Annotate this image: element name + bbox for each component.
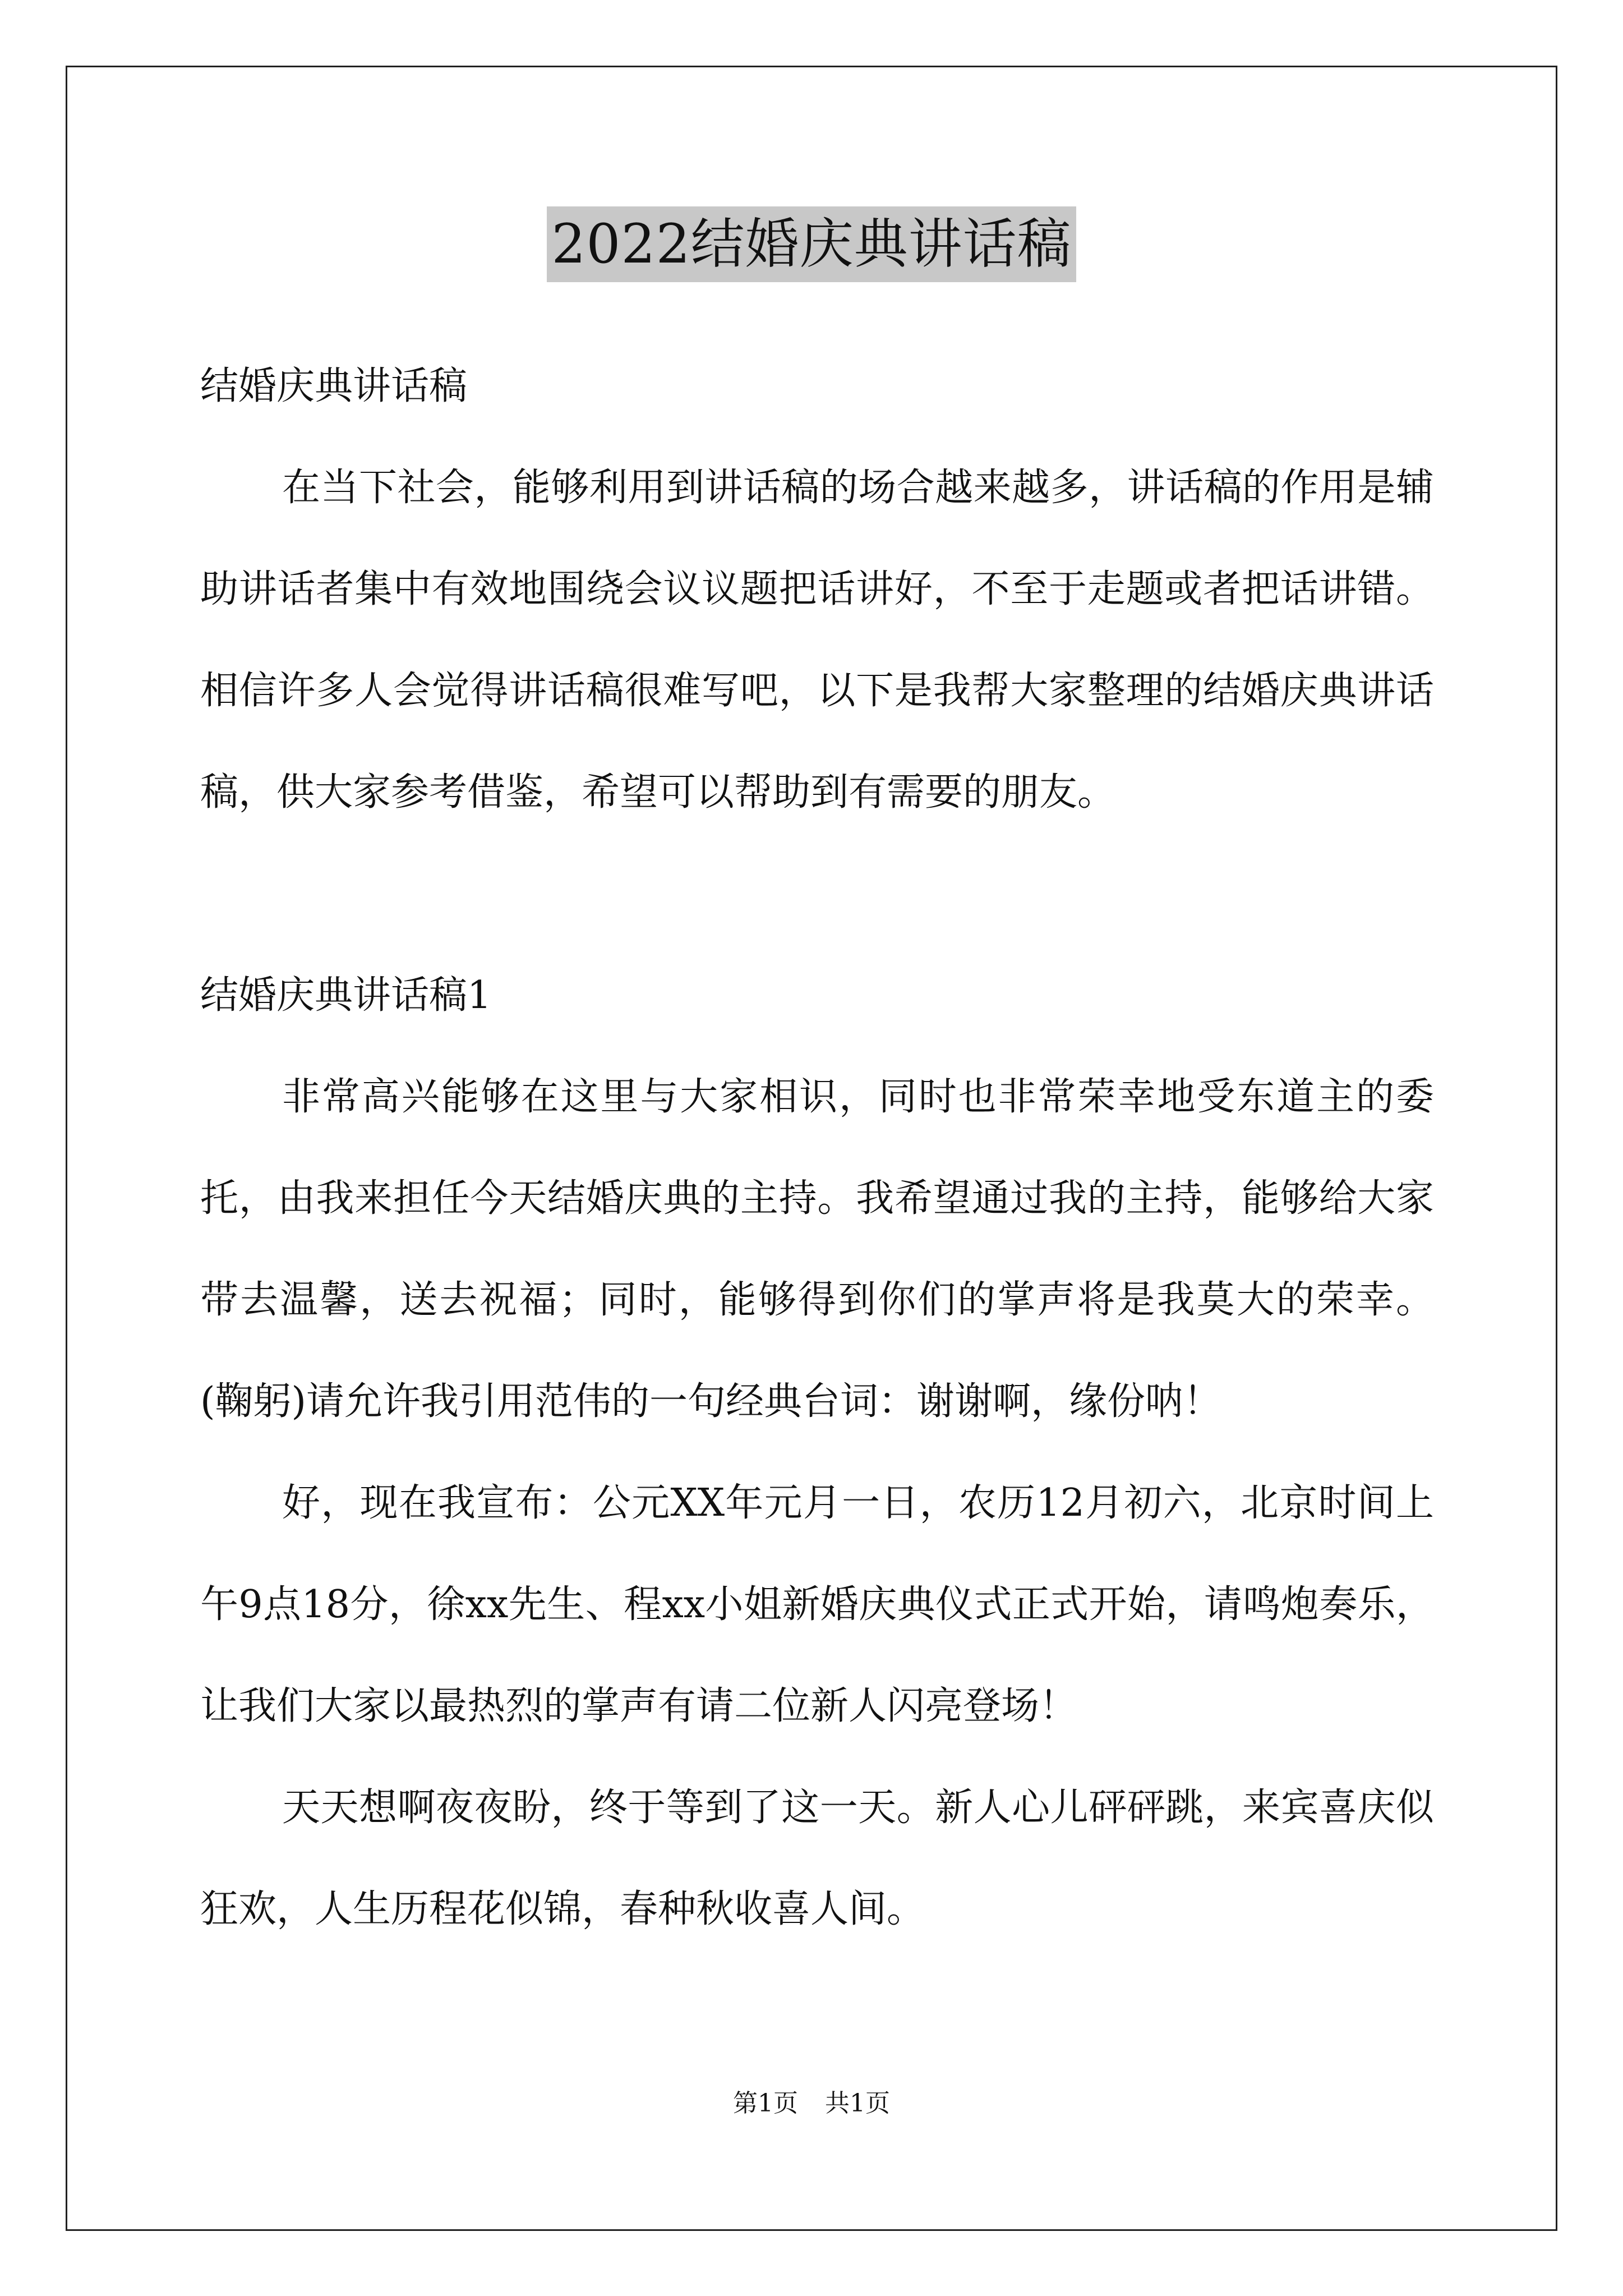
body-paragraph-3: 天天想啊夜夜盼，终于等到了这一天。新人心儿砰砰跳，来宾喜庆似狂欢，人生历程花似锦，春种秋收喜人间。 <box>200 1786 1434 1931</box>
document-title: 2022结婚庆典讲话稿 <box>547 206 1076 282</box>
section-spacer <box>200 843 1434 945</box>
page-total: 共1页 <box>825 2089 890 2118</box>
section-heading: 结婚庆典讲话稿1 <box>200 973 492 1018</box>
page-footer <box>0 2087 1623 2120</box>
page-number: 第1页 <box>733 2089 798 2118</box>
intro-paragraph: 在当下社会，能够利用到讲话稿的场合越来越多，讲话稿的作用是辅助讲话者集中有效地围绕会议议题把话讲好，不至于走题或者把话讲错。相信许多人会觉得讲话稿很难写吧，以下是我帮大家整理的结婚庆典讲话稿，供大家参考借鉴，希望可以帮助到有需要的朋友。 <box>200 466 1434 815</box>
body-paragraph-1: 非常高兴能够在这里与大家相识，同时也非常荣幸地受东道主的委托，由我来担任今天结婚庆典的主持。我希望通过我的主持，能够给大家带去温馨，送去祝福；同时，能够得到你们的掌声将是我莫大的荣幸。(鞠躬)请允许我引用范伟的一句经典台词：谢谢啊，缘份呐！ <box>200 1075 1434 1424</box>
document-body <box>200 335 1434 1960</box>
body-paragraph-2: 好，现在我宣布：公元XX年元月一日，农历12月初六，北京时间上午9点18分，徐xx先生、程xx小姐新婚庆典仪式正式开始，请鸣炮奏乐，让我们大家以最热烈的掌声有请二位新人闪亮登场！ <box>200 1481 1434 1728</box>
document-subtitle: 结婚庆典讲话稿 <box>200 364 468 408</box>
title-container <box>0 206 1623 282</box>
